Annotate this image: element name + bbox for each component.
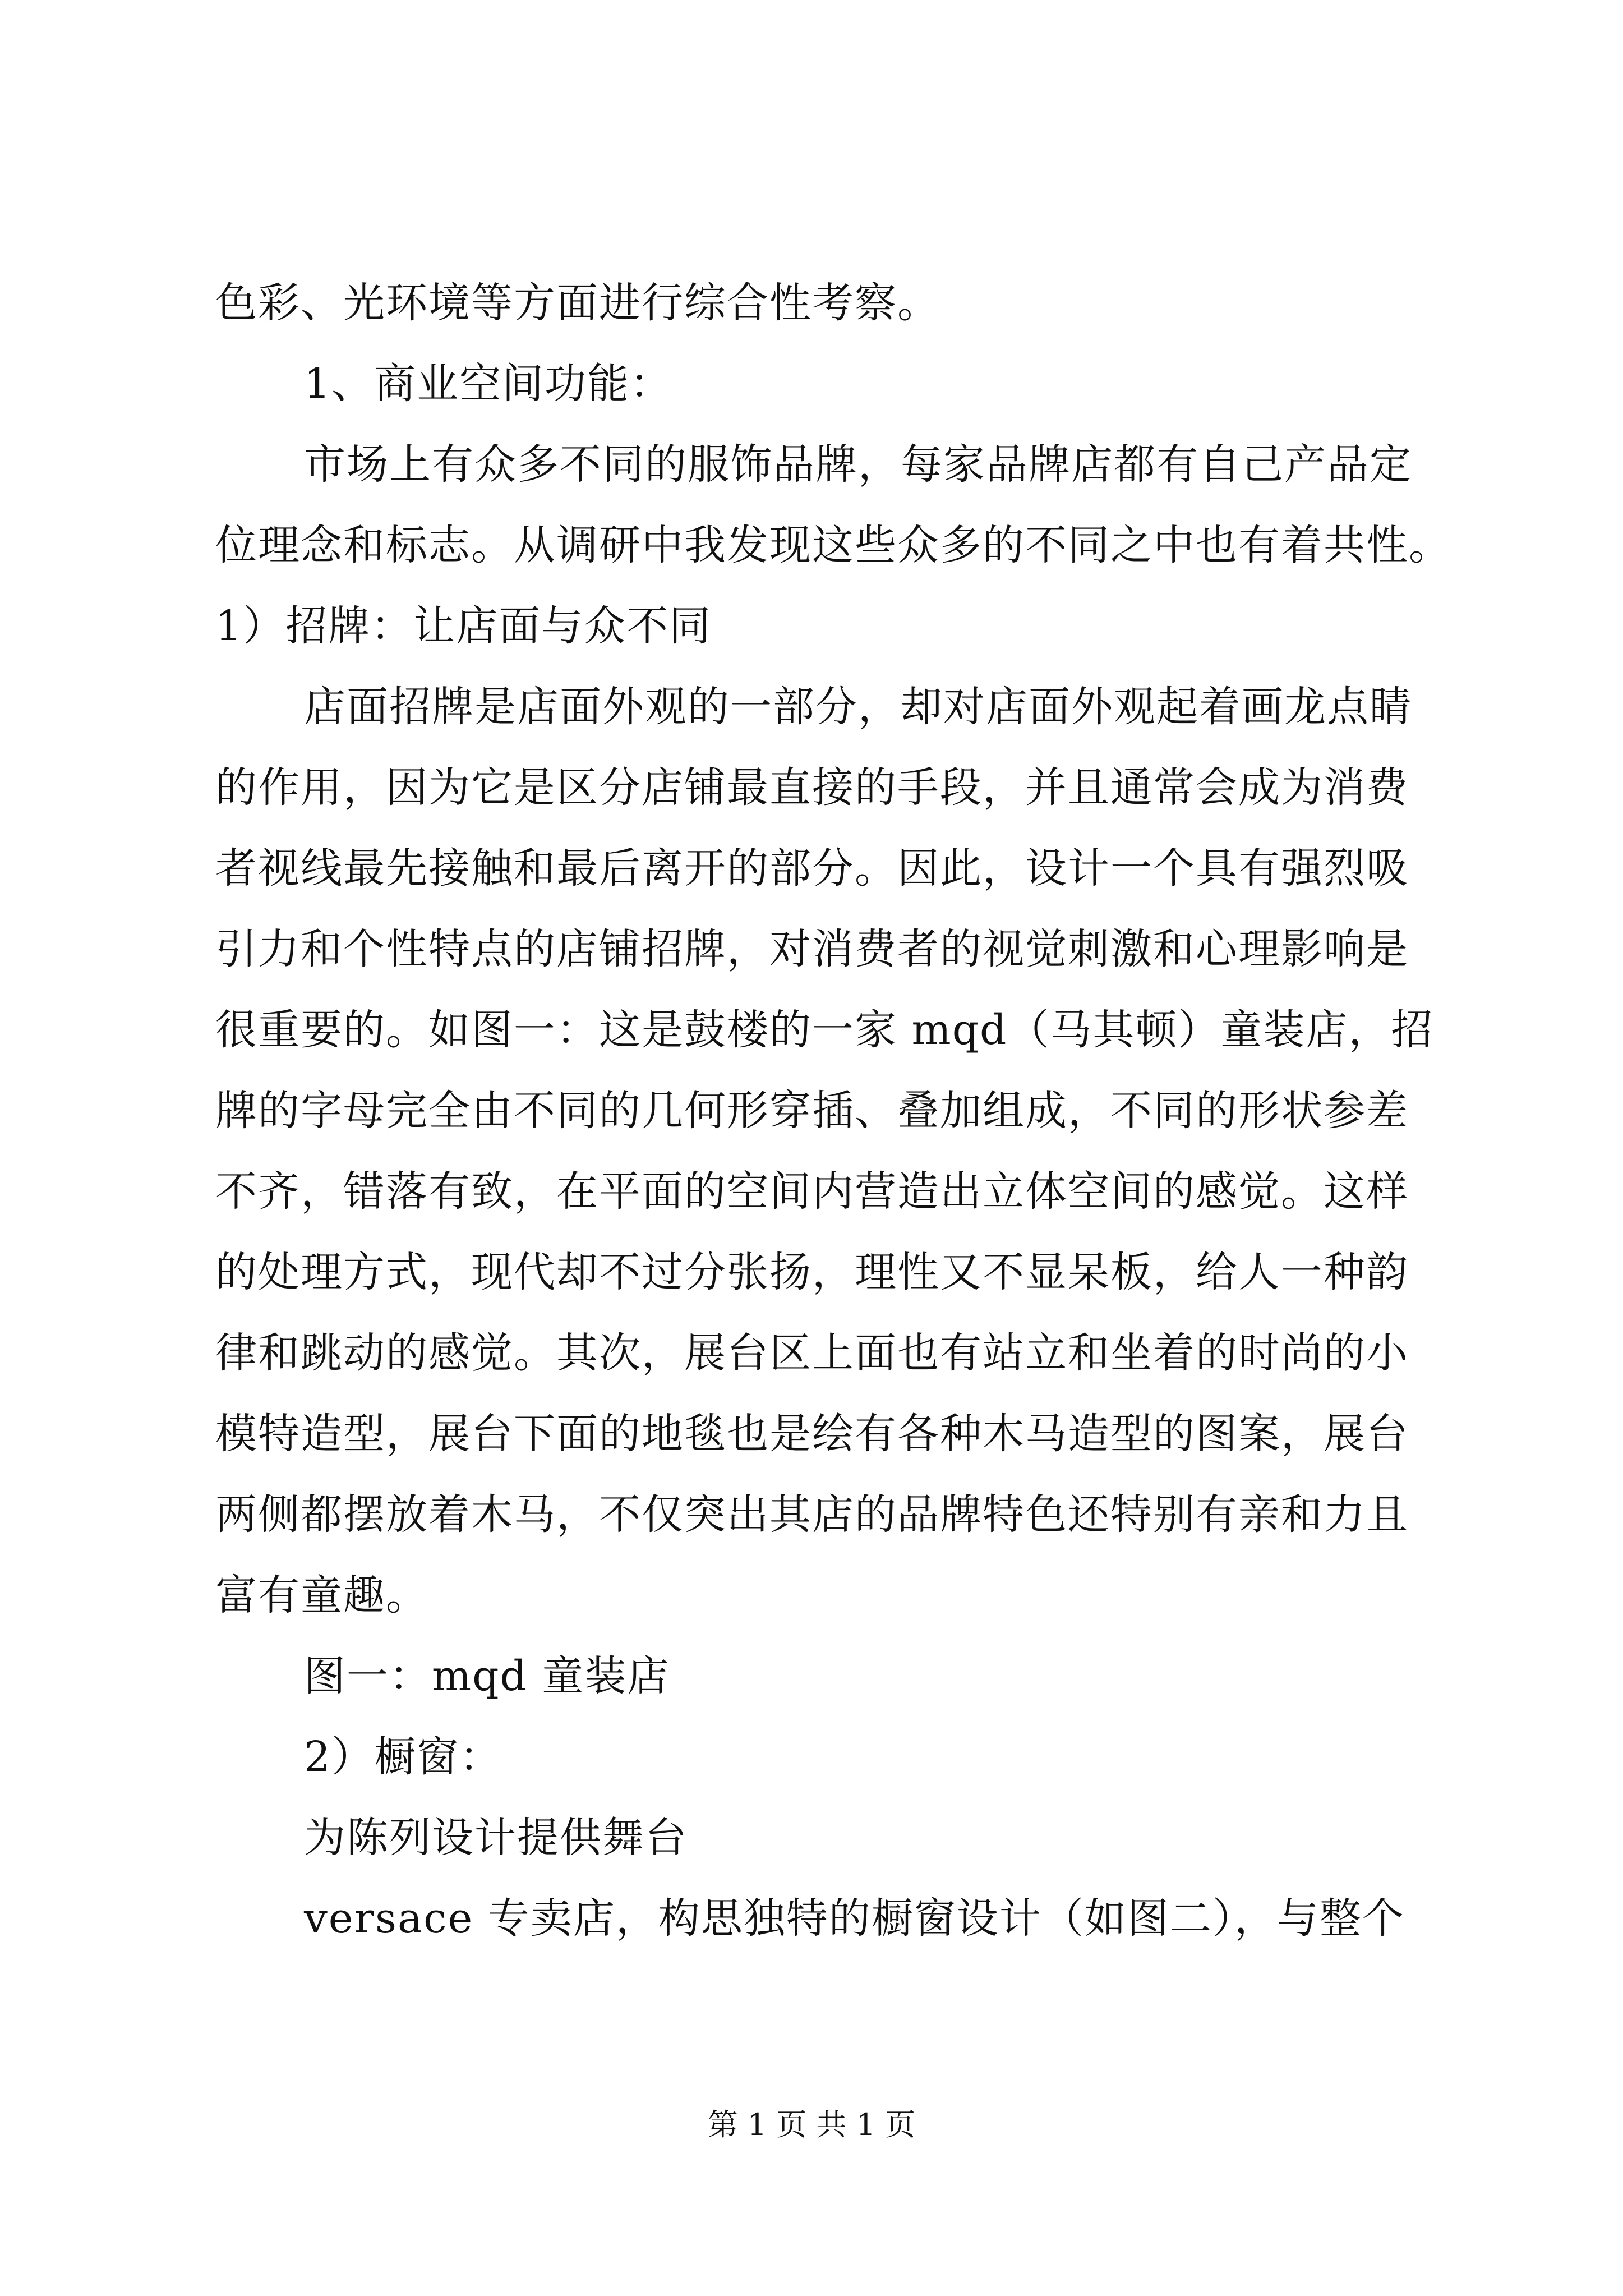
text-line: versace 专卖店，构思独特的橱窗设计（如图二），与整个 (304, 1894, 1405, 1943)
text-line: 模特造型，展台下面的地毯也是绘有各种木马造型的图案，展台 (215, 1410, 1409, 1458)
text-line: 店面招牌是店面外观的一部分，却对店面外观起着画龙点睛 (304, 683, 1412, 731)
text-line: 富有童趣。 (215, 1571, 428, 1619)
text-line: 引力和个性特点的店铺招牌，对消费者的视觉刺激和心理影响是 (215, 925, 1409, 973)
text-line: 牌的字母完全由不同的几何形穿插、叠加组成，不同的形状参差 (215, 1087, 1409, 1135)
text-line: 位理念和标志。从调研中我发现这些众多的不同之中也有着共性。 (215, 521, 1451, 569)
page-footer: 第 1 页 共 1 页 (707, 2107, 916, 2142)
text-line: 很重要的。如图一：这是鼓楼的一家 mqd（马其顿）童装店，招 (215, 1006, 1434, 1054)
section-heading: 1、商业空间功能： (304, 360, 673, 408)
text-line: 律和跳动的感觉。其次，展台区上面也有站立和坐着的时尚的小 (215, 1329, 1409, 1377)
text-line: 的作用，因为它是区分店铺最直接的手段，并且通常会成为消费 (215, 763, 1409, 812)
text-line: 色彩、光环境等方面进行综合性考察。 (215, 279, 940, 327)
subsection-heading: 2）橱窗： (304, 1733, 502, 1781)
subsection-heading: 1）招牌：让店面与众不同 (215, 602, 712, 650)
text-line: 市场上有众多不同的服饰品牌，每家品牌店都有自己产品定 (304, 440, 1412, 489)
text-line: 两侧都摆放着木马，不仅突出其店的品牌特色还特别有亲和力且 (215, 1490, 1409, 1539)
figure-caption: 图一：mqd 童装店 (304, 1652, 670, 1700)
document-body (215, 263, 1451, 1959)
text-line: 为陈列设计提供舞台 (304, 1814, 688, 1862)
text-line: 不齐，错落有致，在平面的空间内营造出立体空间的感觉。这样 (215, 1167, 1409, 1216)
text-line: 的处理方式，现代却不过分张扬，理性又不显呆板，给人一种韵 (215, 1248, 1409, 1296)
text-line: 者视线最先接触和最后离开的部分。因此，设计一个具有强烈吸 (215, 844, 1409, 892)
